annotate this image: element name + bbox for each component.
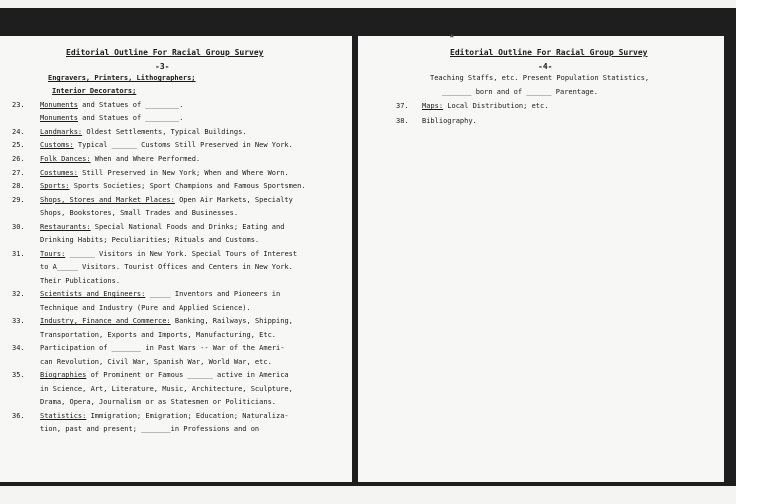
left-page: [0, 36, 352, 482]
outline-heading: Sports:: [40, 182, 70, 191]
outline-text: Still Preserved in New York; When and Where Worn.: [77, 168, 289, 177]
outline-item-line: [40, 304, 251, 313]
outline-text: _____ Inventors and Pioneers in: [145, 290, 281, 299]
outline-text: Participation of _______ in Past Wars -- War of the Ameri-: [40, 344, 285, 353]
outline-heading: Statistics:: [40, 411, 87, 420]
outline-item-line: [40, 114, 183, 123]
outline-item-number: 34.: [12, 344, 25, 353]
outline-heading: Tours:: [40, 249, 66, 258]
outline-item-line: [40, 101, 183, 110]
outline-item-line: [40, 169, 289, 178]
outline-heading: Costumes:: [40, 168, 78, 177]
intro-line: Interior Decorators;: [52, 87, 137, 96]
outline-text: Shops, Bookstores, Small Trades and Businesses.: [40, 209, 239, 218]
outline-text: Drinking Habits; Peculiarities; Rituals and Customs.: [40, 236, 260, 245]
outline-heading: Landmarks:: [40, 127, 83, 136]
outline-heading: Restaurants:: [40, 222, 91, 231]
outline-text: Sports Societies; Sport Champions and Famous Sportsmen.: [69, 182, 306, 191]
outline-item-line: [422, 102, 548, 111]
outline-item-number: 28.: [12, 182, 25, 191]
outline-item-number: 24.: [12, 127, 25, 136]
outline-item-line: [40, 344, 284, 353]
outline-text: Typical ______ Customs Still Preserved in New York.: [73, 141, 293, 150]
outline-heading: Biographies: [40, 371, 87, 380]
outline-item-number: 30.: [12, 222, 25, 231]
outline-item-line: [40, 263, 293, 272]
outline-text: and Statues of ________.: [77, 114, 184, 123]
left-page-number: -3-: [155, 62, 170, 71]
outline-text: can Revolution, Civil War, Spanish War, World War, etc.: [40, 357, 272, 366]
outline-text: tion, past and present; _______in Professions and on: [40, 425, 260, 433]
intro-line: Teaching Staffs, etc. Present Population Statistics,: [430, 74, 650, 82]
outline-item-number: 25.: [12, 141, 25, 150]
outline-heading: Monuments: [40, 100, 78, 109]
outline-item-line: [40, 412, 289, 421]
outline-item-number: 36.: [12, 411, 25, 420]
outline-text: Oldest Settlements, Typical Buildings.: [82, 127, 247, 136]
outline-text: When and Where Performed.: [90, 155, 201, 163]
outline-item-number: 26.: [12, 155, 25, 163]
outline-item-number: 27.: [12, 168, 25, 177]
outline-item-line: [40, 277, 120, 286]
outline-item-line: [40, 182, 306, 191]
outline-item-line: [40, 155, 200, 164]
outline-text: Bibliography.: [422, 116, 477, 125]
outline-text: Drama, Opera, Journalism or as Statesmen or Politicians.: [40, 398, 277, 406]
outline-item-line: [40, 236, 259, 245]
outline-text: ______ Visitors in New York. Special Tours of Interest: [65, 249, 298, 258]
outline-heading: Monuments: [40, 114, 78, 123]
outline-item-number: 32.: [12, 290, 25, 299]
outline-text: to A_____ Visitors. Tourist Offices and Centers in New York.: [40, 263, 293, 272]
right-page: [358, 32, 724, 482]
outline-item-line: [40, 196, 293, 205]
outline-item-line: [40, 358, 272, 367]
right-page-title: Editorial Outline For Racial Group Survey: [450, 48, 648, 57]
book-spread: [0, 8, 736, 486]
outline-item-line: [40, 290, 280, 299]
outline-text: of Prominent or Famous ______ active in America: [86, 371, 289, 380]
left-page-title: Editorial Outline For Racial Group Survey: [66, 48, 264, 57]
outline-heading: Industry, Finance and Commerce:: [40, 317, 171, 326]
outline-item-line: [422, 117, 477, 126]
outline-heading: Scientists and Engineers:: [40, 290, 146, 299]
outline-item-line: [40, 398, 276, 407]
outline-item-number: 23.: [12, 100, 25, 109]
outline-text: Local Distribution; etc.: [443, 102, 549, 110]
intro-line: Engravers, Printers, Lithographers;: [48, 74, 196, 82]
outline-item-number: 31.: [12, 249, 25, 258]
outline-item-number: 37.: [396, 102, 409, 110]
outline-text: Banking, Railways, Shipping,: [170, 317, 293, 326]
outline-heading: Maps:: [422, 102, 444, 110]
page-mark: ▲: [450, 32, 454, 39]
outline-text: Technique and Industry (Pure and Applied Science).: [40, 303, 251, 312]
outline-heading: Shops, Stores and Market Places:: [40, 195, 175, 204]
outline-heading: Folk Dances:: [40, 155, 91, 163]
outline-item-line: [40, 250, 297, 259]
outline-item-line: [40, 317, 293, 326]
outline-text: Open Air Markets, Specialty: [174, 195, 293, 204]
outline-item-line: [40, 331, 276, 340]
outline-item-number: 29.: [12, 195, 25, 204]
outline-item-line: [40, 128, 247, 137]
scan-edge: [736, 0, 760, 504]
outline-item-number: 35.: [12, 371, 25, 380]
outline-item-line: [40, 385, 293, 394]
outline-heading: Customs:: [40, 141, 74, 150]
outline-item-line: [40, 425, 259, 434]
outline-item-number: 38.: [396, 116, 409, 125]
outline-text: and Statues of ________.: [77, 100, 184, 109]
outline-text: Transportation, Exports and Imports, Manufacturing, Etc.: [40, 330, 277, 339]
outline-text: Their Publications.: [40, 276, 121, 285]
outline-text: in Science, Art, Literature, Music, Architecture, Sculpture,: [40, 384, 293, 393]
intro-line: _______ born and of ______ Parentage.: [442, 88, 598, 96]
outline-item-line: [40, 141, 293, 150]
outline-text: Special National Foods and Drinks; Eating and: [90, 222, 285, 231]
outline-item-line: [40, 209, 238, 218]
outline-item-number: 33.: [12, 317, 25, 326]
outline-item-line: [40, 371, 289, 380]
outline-text: Immigration; Emigration; Education; Naturaliza-: [86, 411, 289, 420]
right-page-number: -4-: [538, 62, 553, 71]
outline-item-line: [40, 223, 284, 232]
